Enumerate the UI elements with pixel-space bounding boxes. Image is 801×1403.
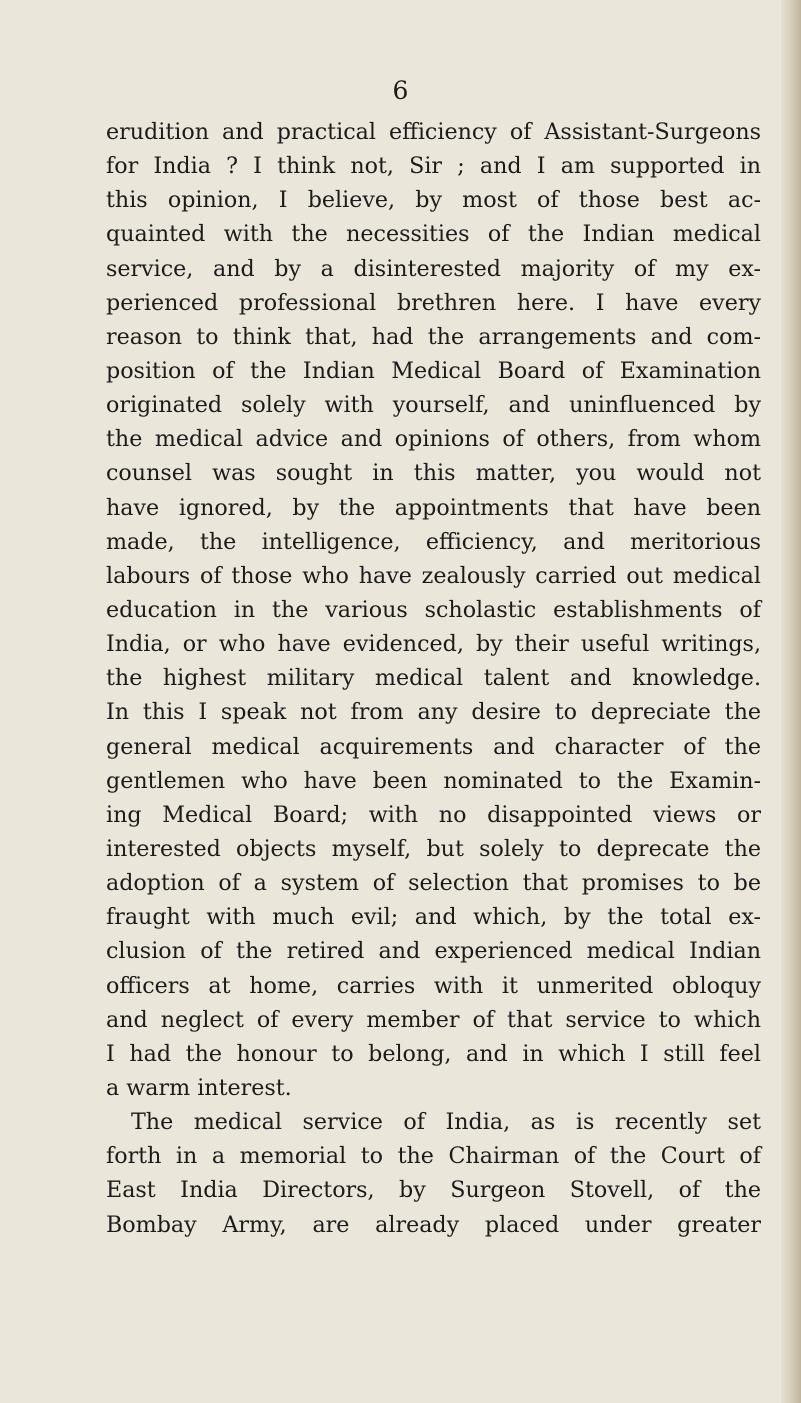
page-number: 6	[392, 76, 409, 105]
text-line: The medical service of India, as is recently set	[131, 1109, 761, 1136]
text-line: service, and by a disinterested majority of my ex-	[106, 255, 761, 282]
text-line: perienced professional brethren here. I have every	[106, 289, 761, 316]
text-line: fraught with much evil; and which, by the total ex-	[106, 904, 761, 931]
text-line: forth in a memorial to the Chairman of the Court of	[106, 1143, 761, 1170]
text-line: India, or who have evidenced, by their useful writings,	[106, 631, 761, 658]
text-line: reason to think that, had the arrangements and com-	[106, 323, 761, 350]
text-line: have ignored, by the appointments that have been	[106, 494, 761, 521]
text-line: education in the various scholastic establishments of	[106, 596, 761, 623]
text-line: erudition and practical efficiency of Assistant-Surgeons	[106, 119, 761, 145]
text-line: position of the Indian Medical Board of Examination	[106, 357, 761, 384]
text-line: gentlemen who have been nominated to the Examin-	[106, 767, 761, 794]
text-line: general medical acquirements and character of the	[106, 733, 761, 760]
text-line: adoption of a system of selection that promises to be	[106, 870, 761, 897]
text-line: ing Medical Board; with no disappointed views or	[106, 801, 761, 828]
text-line: a warm interest.	[106, 1074, 292, 1101]
text-line: this opinion, I believe, by most of those best ac-	[106, 187, 761, 214]
text-line: labours of those who have zealously carried out medical	[106, 562, 761, 589]
text-line: East India Directors, by Surgeon Stovell, of the	[106, 1177, 761, 1204]
text-line: made, the intelligence, efficiency, and meritorious	[106, 528, 761, 555]
text-line: for India ? I think not, Sir ; and I am supported in	[106, 153, 761, 180]
text-line: officers at home, carries with it unmerited obloquy	[106, 972, 761, 999]
text-line: quainted with the necessities of the Indian medical	[106, 221, 761, 248]
text-line: the medical advice and opinions of others, from whom	[106, 426, 761, 453]
text-line: Bombay Army, are already placed under greater	[106, 1211, 761, 1238]
text-line: clusion of the retired and experienced medical Indian	[106, 938, 761, 965]
page-edge-shadow	[781, 0, 801, 1403]
text-line: the highest military medical talent and knowledge.	[106, 665, 761, 692]
text-line: counsel was sought in this matter, you would not	[106, 460, 761, 487]
text-line: In this I speak not from any desire to depreciate the	[106, 699, 761, 726]
text-line: interested objects myself, but solely to deprecate the	[106, 835, 761, 862]
body-text	[106, 115, 761, 1242]
text-line: I had the honour to belong, and in which I still feel	[106, 1040, 761, 1067]
text-line: originated solely with yourself, and uninfluenced by	[106, 392, 761, 419]
text-line: and neglect of every member of that service to which	[106, 1006, 761, 1033]
